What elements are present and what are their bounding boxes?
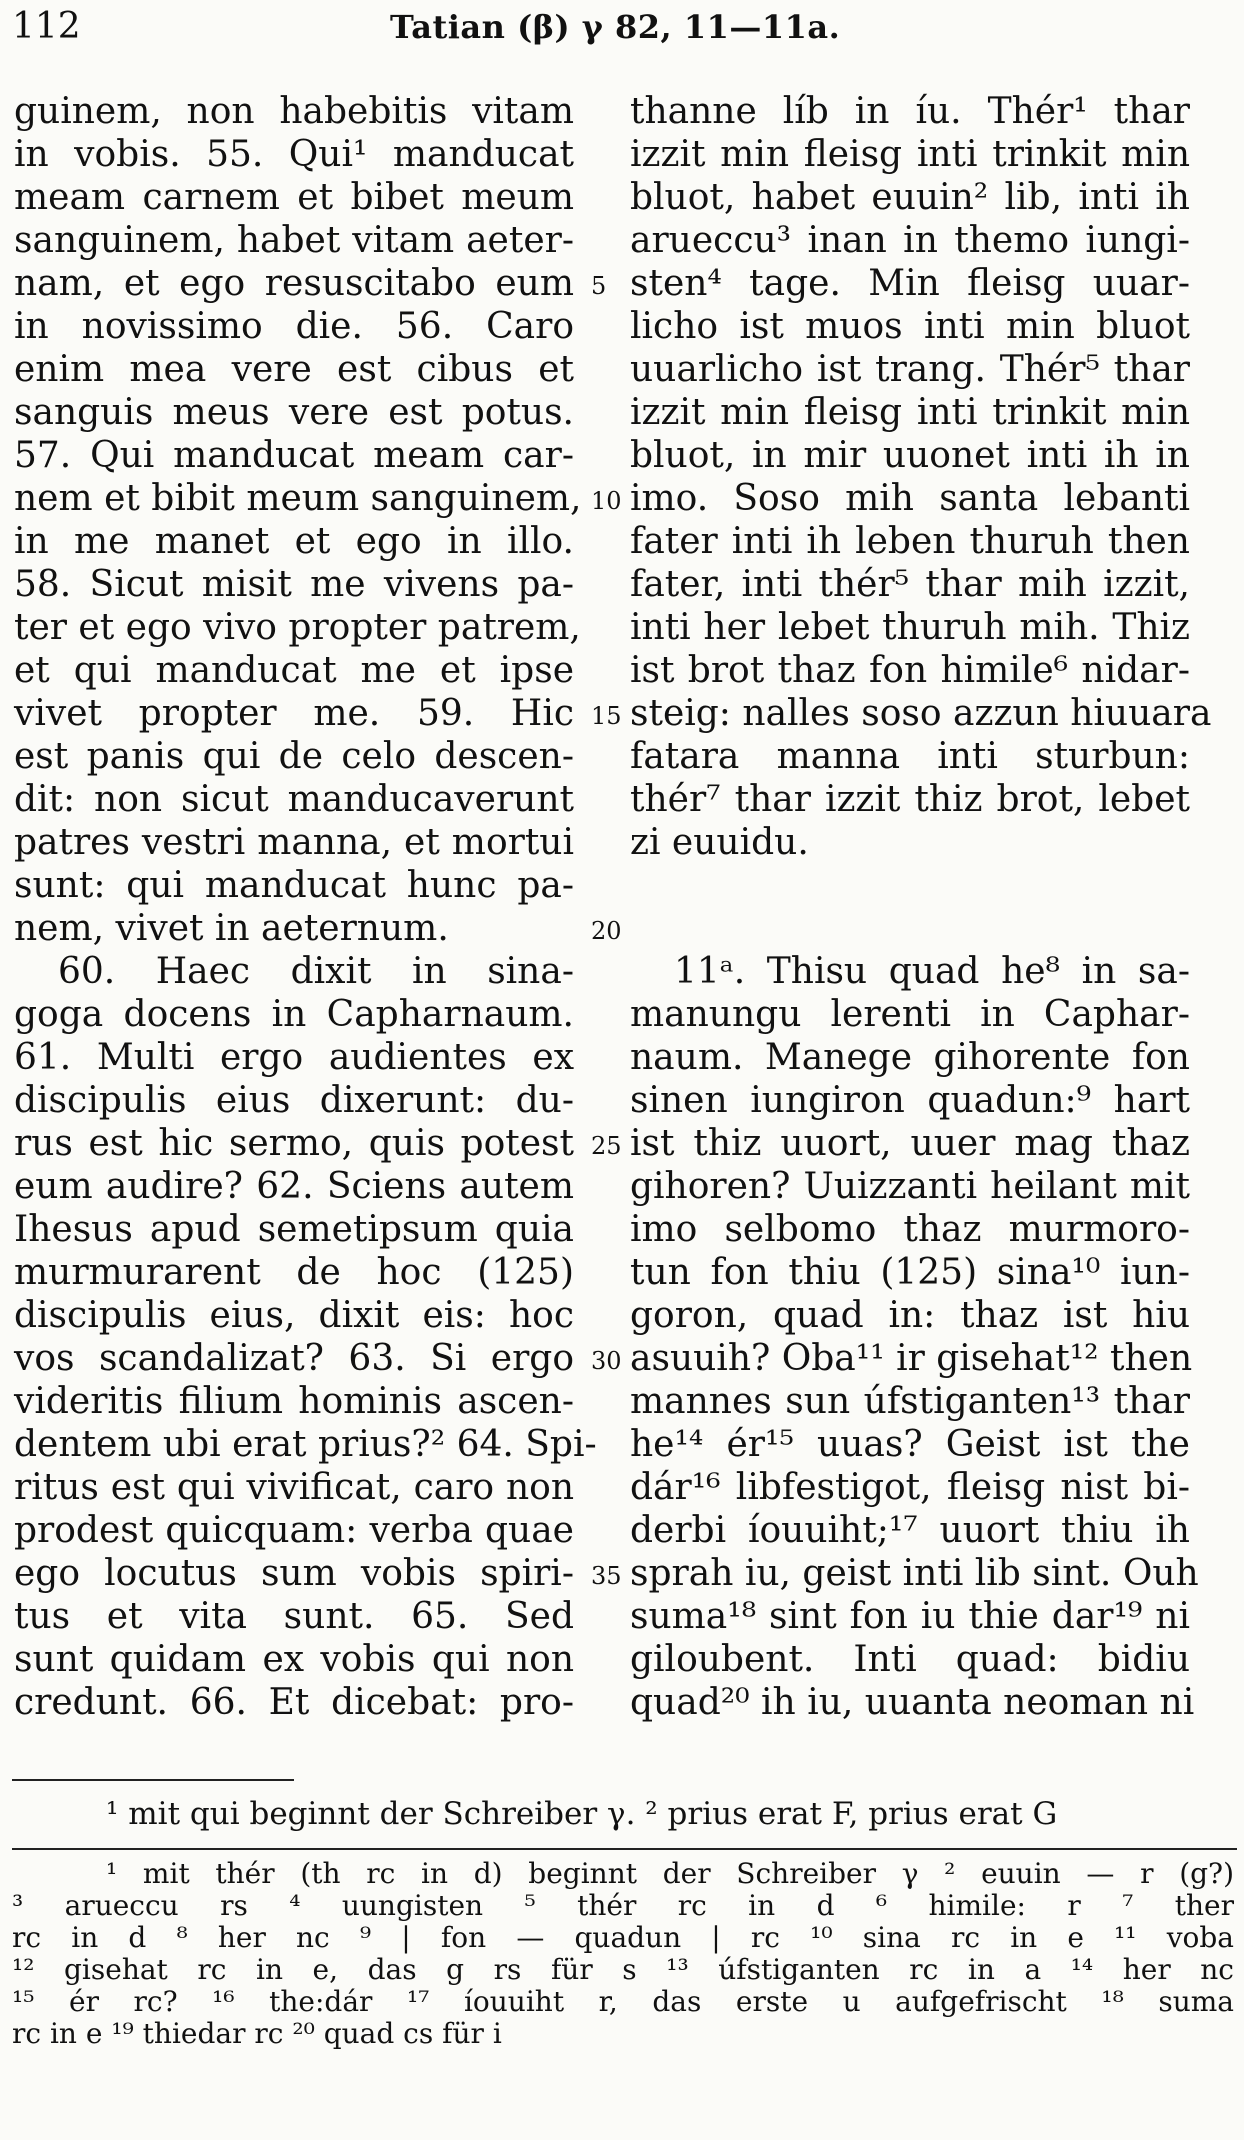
line-number: 10 — [591, 487, 622, 515]
footnote-line: ¹² gisehat rc in e, das g rs für s ¹³ úfstiganten rc in a ¹⁴ her nc — [12, 1953, 1234, 1986]
ohg-line: inti her lebet thuruh mih. Thiz — [630, 607, 1190, 648]
latin-line: sanguis meus vere est potus. — [14, 392, 574, 433]
ohg-line: 11ᵃ. Thisu quad he⁸ in sa- — [674, 951, 1190, 992]
latin-line: videritis filium hominis ascen- — [14, 1381, 574, 1422]
latin-line: 60. Haec dixit in sina- — [58, 951, 574, 992]
ohg-line: bluot, in mir uuonet inti ih in — [630, 435, 1190, 476]
footnote-line: ¹ mit thér (th rc in d) beginnt der Schreiber γ ² euuin — r (g?) — [106, 1857, 1234, 1890]
text-columns — [8, 90, 1238, 1790]
blank-line — [630, 864, 1190, 907]
latin-line: eum audire? 62. Sciens autem — [14, 1166, 574, 1207]
running-head: Tatian (β) γ 82, 11—11a. — [390, 8, 841, 46]
ohg-line: tun fon thiu (125) sina¹⁰ iun- — [630, 1252, 1190, 1293]
latin-line: nem et bibit meum sanguinem, — [14, 478, 582, 519]
ohg-line: dár¹⁶ libfestigot, fleisg nist bi- — [630, 1467, 1190, 1508]
footnote-line: ³ arueccu rs ⁴ uungisten ⁵ thér rc in d ⁶ himile: r ⁷ ther — [12, 1889, 1234, 1922]
ohg-line: ist thiz uuort, uuer mag thaz — [630, 1123, 1190, 1164]
footnote-line: rc in e ¹⁹ thiedar rc ²⁰ quad cs für i — [12, 2017, 502, 2050]
latin-line: goga docens in Capharnaum. — [14, 994, 574, 1035]
latin-line: dit: non sicut manducaverunt — [14, 779, 574, 820]
ohg-line: thanne líb in íu. Thér¹ thar — [630, 91, 1190, 132]
line-number: 25 — [591, 1132, 622, 1160]
old-high-german-column — [630, 90, 1212, 1724]
ohg-line: steig: nalles soso azzun hiuuara — [630, 693, 1212, 734]
ohg-line: fater, inti thér⁵ thar mih izzit, — [630, 564, 1190, 605]
ohg-line: giloubent. Inti quad: bidiu — [630, 1639, 1190, 1680]
footnote-rule — [12, 1779, 294, 1781]
latin-column — [14, 90, 597, 1724]
line-number: 5 — [591, 272, 607, 300]
line-number: 35 — [591, 1562, 622, 1590]
ohg-line: he¹⁴ ér¹⁵ uuas? Geist ist the — [630, 1424, 1190, 1465]
latin-line: discipulis eius dixerunt: du- — [14, 1080, 574, 1121]
latin-line: Ihesus apud semetipsum quia — [14, 1209, 574, 1250]
latin-line: sanguinem, habet vitam aeter- — [14, 220, 574, 261]
ohg-line: imo. Soso mih santa lebanti — [630, 478, 1190, 519]
latin-line: guinem, non habebitis vitam — [14, 91, 574, 132]
latin-line: est panis qui de celo descen- — [14, 736, 574, 777]
latin-line: sunt quidam ex vobis qui non — [14, 1639, 574, 1680]
latin-line: 57. Qui manducat meam car- — [14, 435, 574, 476]
blank-line — [630, 907, 1190, 950]
ohg-line: manungu lerenti in Caphar- — [630, 994, 1190, 1035]
latin-line: tus et vita sunt. 65. Sed — [14, 1596, 574, 1637]
latin-line: vivet propter me. 59. Hic — [14, 693, 574, 734]
ohg-line: ist brot thaz fon himile⁶ nidar- — [630, 650, 1190, 691]
footnote-line: rc in d ⁸ her nc ⁹ | fon — quadun | rc ¹⁰ sina rc in e ¹¹ voba — [12, 1921, 1234, 1954]
line-number: 15 — [591, 702, 622, 730]
latin-line: vos scandalizat? 63. Si ergo — [14, 1338, 574, 1379]
ohg-line: derbi íouuiht;¹⁷ uuort thiu ih — [630, 1510, 1190, 1551]
ohg-line: izzit min fleisg inti trinkit min — [630, 134, 1190, 175]
ohg-line: suma¹⁸ sint fon iu thie dar¹⁹ ni — [630, 1596, 1190, 1637]
latin-line: credunt. 66. Et dicebat: pro- — [14, 1682, 574, 1723]
latin-line: in vobis. 55. Qui¹ manducat — [14, 134, 574, 175]
latin-line: nem, vivet in aeternum. — [14, 908, 449, 949]
page-number: 112 — [12, 6, 81, 47]
ohg-line: uuarlicho ist trang. Thér⁵ thar — [630, 349, 1190, 390]
latin-line: enim mea vere est cibus et — [14, 349, 574, 390]
latin-footnote: ¹ mit qui beginnt der Schreiber γ. ² prius erat F, prius erat G — [106, 1796, 1058, 1832]
ohg-line: goron, quad in: thaz ist hiu — [630, 1295, 1190, 1336]
ohg-line: licho ist muos inti min bluot — [630, 306, 1190, 347]
latin-line: sunt: qui manducat hunc pa- — [14, 865, 574, 906]
latin-line: meam carnem et bibet meum — [14, 177, 574, 218]
ohg-line: fater inti ih leben thuruh then — [630, 521, 1190, 562]
latin-line: nam, et ego resuscitabo eum — [14, 263, 574, 304]
latin-line: et qui manducat me et ipse — [14, 650, 574, 691]
latin-line: ter et ego vivo propter patrem, — [14, 607, 581, 648]
ohg-line: fatara manna inti sturbun: — [630, 736, 1190, 777]
line-number: 30 — [591, 1347, 622, 1375]
ohg-line: thér⁷ thar izzit thiz brot, lebet — [630, 779, 1190, 820]
latin-line: prodest quicquam: verba quae — [14, 1510, 574, 1551]
ohg-line: sten⁴ tage. Min fleisg uuar- — [630, 263, 1190, 304]
footnote-rule-2 — [12, 1848, 1237, 1850]
ohg-line: naum. Manege gihorente fon — [630, 1037, 1190, 1078]
latin-line: ritus est qui vivificat, caro non — [14, 1467, 574, 1508]
latin-line: discipulis eius, dixit eis: hoc — [14, 1295, 574, 1336]
ohg-line: sprah iu, geist inti lib sint. Ouh — [630, 1553, 1199, 1594]
ohg-line: mannes sun úfstiganten¹³ thar — [630, 1381, 1190, 1422]
latin-line: murmurarent de hoc (125) — [14, 1252, 574, 1293]
ohg-line: gihoren? Uuizzanti heilant mit — [630, 1166, 1190, 1207]
latin-line: dentem ubi erat prius?² 64. Spi- — [14, 1424, 597, 1465]
ohg-line: sinen iungiron quadun:⁹ hart — [630, 1080, 1190, 1121]
ohg-line: quad²⁰ ih iu, uuanta neoman ni — [630, 1682, 1195, 1723]
ohg-line: bluot, habet euuin² lib, inti ih — [630, 177, 1190, 218]
ohg-line: izzit min fleisg inti trinkit min — [630, 392, 1190, 433]
latin-line: in me manet et ego in illo. — [14, 521, 574, 562]
ohg-line: zi euuidu. — [630, 822, 809, 863]
latin-line: 61. Multi ergo audientes ex — [14, 1037, 574, 1078]
latin-line: patres vestri manna, et mortui — [14, 822, 574, 863]
latin-line: 58. Sicut misit me vivens pa- — [14, 564, 574, 605]
ohg-line: asuuih? Oba¹¹ ir gisehat¹² then — [630, 1338, 1193, 1379]
latin-line: in novissimo die. 56. Caro — [14, 306, 574, 347]
latin-line: ego locutus sum vobis spiri- — [14, 1553, 574, 1594]
footnote-line: ¹⁵ ér rc? ¹⁶ the:dár ¹⁷ íouuiht r, das erste u aufgefrischt ¹⁸ suma — [12, 1985, 1234, 2018]
ohg-footnotes — [12, 1858, 1234, 2050]
line-number: 20 — [591, 917, 622, 945]
latin-line: rus est hic sermo, quis potest — [14, 1123, 574, 1164]
ohg-line: imo selbomo thaz murmoro- — [630, 1209, 1190, 1250]
ohg-line: arueccu³ inan in themo iungi- — [630, 220, 1190, 261]
